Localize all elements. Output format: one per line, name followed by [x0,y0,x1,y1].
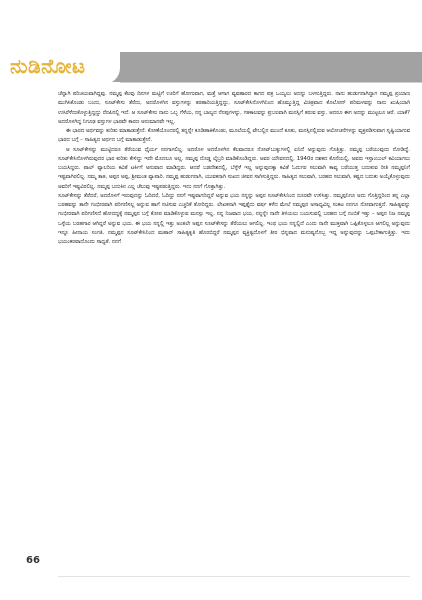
footer-rule [58,576,410,577]
paragraph: ಸೂಟ್‌ಕೇಸನ್ನು ತೆರೆದರೆ, ಅದರೊಳಗೆ ಇರುವುದನ್ನು ಓದಿದರೆ, ಓದಿದ್ದು ನನಗೆ ಇಷ್ಟವಾಗದಿದ್ದರೆ ಅನ್ನುವ ಭಯ ನನ್ನನ್ನು ಅಪ್ಪನ ಸೂಟ್‌ಕೇಸಿನಿಂದ ದೂರವೇ ಉಳಿಸಿತ್ತು. ನಮ್ಮಪ್ಪನಿಗೂ ಅದು ಗೊತ್ತಿದ್ದರಿಂದ ತನ್ನ ಎಲ್ಲಾ ಬರಹವನ್ನು ತಾನೇ ಗಂಭೀರವಾಗಿ ಪರಿಗಣಿಸಲ್ಲ ಅನ್ನುವ ಹಾಗೆ ನಟಿಸುವ ಎಚ್ಚರಿಕೆ ತೋರಿದ್ದರು. ಲೇಖಕನಾಗಿ ಇಪ್ಪತ್ತೈದು ವರ್ಷ ಕಳೆದ ಮೇಲೆ ನಮ್ಮಪ್ಪನ ಅಸಾಧ್ಯವಿಲ್ಲ ಸಂಕಟ ನನಗೂ ನೋವಾಗುತ್ತದೆ. ಸಾಹಿತ್ಯವನ್ನು ಗಂಭೀರವಾಗಿ ಪರಿಗಣಿಸದೆ ಹೋದದ್ದಕ್ಕೆ ನಮ್ಮಪ್ಪನ ಬಗ್ಗೆ ಕೋಪ ಮಾಡಿಕೊಳ್ಳುವ ಮನಸ್ಸು ಇಲ್ಲ. ನನ್ನ ನಿಜವಾದ ಭಯ, ನನ್ನನ್ನೇ ನಾನೇ ತಿಳಿಯಲು ಬಯಸುವಲ್ಲಿ ಬರಹದ ಬಗ್ಗೆ ನಂಬಿಕೆ ಇತ್ತು – ಅಪ್ಪನ ನಿಜ ನಮ್ಮಪ್ಪ ಒಳ್ಳೆಯ ಬರಹಗಾರ ಆಗಿದ್ದರೆ ಅನ್ನುವ ಭಯ. ಈ ಭಯ ನನ್ನಲ್ಲಿ ಇತ್ತು ಅಂತಲೇ ಅಪ್ಪನ ಸೂಟ್‌ಕೇಸನ್ನು ತೆರೆಯಲು ಆಗಲಿಲ್ಲ. ಇಂಥ ಭಯ ನನ್ನಲ್ಲಿದೆ ಎಂದು ನಾನೇ ಮುಕ್ತವಾಗಿ ಒಪ್ಪಿಕೊಳ್ಳಲೂ ಆಗಲಿಲ್ಲ ಅನ್ನುವುದು ಇನ್ನೂ ಹೀನಾಯ ಸಂಗತಿ. ನಮ್ಮಪ್ಪನ ಸೂಟ್‌ಕೇಸಿನಿಂದ ಮಹಾನ್ ಸಾಹಿತ್ಯಕೃತಿ ಹೊರಬಿದ್ದರೆ ನಮ್ಮಪ್ಪನ ವ್ಯಕ್ತಿತ್ವದೊಳಗೆ ತೀರ ಭಿನ್ನವಾದ ಮನುಷ್ಯನೊಬ್ಬ ಇದ್ದ ಅನ್ನುವುದನ್ನು ಒಪ್ಪಬೇಕಾಗುತ್ತಿತ್ತು. ಇದು ಭಯಂಕರವಾದೊಂದು ಸಾಧ್ಯತೆ. ನನಗೆ [58,192,410,245]
page-header [0,0,422,86]
paragraph: ಚೆನ್ನಾಗಿ ಪರಿಚಯವಾಗಿದ್ದವು. ನಮ್ಮಪ್ಪ ಕೆಲವು ದಿನಗಳ ಮಟ್ಟಿಗೆ ಊರಿಗೆ ಹೋಗುವಾಗ, ಮತ್ತೆ ಆಗಾಗ ವ್ಯವಹಾರದ ಕಾಗದ ಪತ್ರ ಒಯ್ಯಲು ಅದನ್ನು ಬಳಸುತ್ತಿದ್ದರು. ನಾನು ಹುಡುಗನಾಗಿದ್ದಾಗ ನಮ್ಮಪ್ಪ ಪ್ರಯಾಣ ಮುಗಿಸಿಕೊಂಡು ಬಂದು, ಸೂಟ್‌ಕೇಸು ತೆರೆದು, ಅದರೊಳಗಿನ ವಸ್ತುಗಳನ್ನು ತರಹಾರಿಯತ್ತಿದ್ದದ್ದು, ಸೂಟ್‌ಕೇಸಿನೊಳಗಿನಿಂದ ಹೊಮ್ಮುತ್ತಿದ್ದ ವಿಚಿತ್ರವಾದ ಕೊಲೋನ್ ಪರಿಮಳವನ್ನು ನಾನು ಖುಷಿಯಾಗಿ ಉಸಿರೆಳೆದುಕೊಳ್ಳುತ್ತಿದ್ದದ್ದು ನೆನಪಿನಲ್ಲಿ ಇದೆ. ಆ ಸೂಟ್‌ಕೇಸು ನಾನು ಒಬ್ಬ ಗೆಳೆಯ, ನನ್ನ ಬಾಲ್ಯದ ನೆನಪುಗಳನ್ನು, ಗತಕಾಲವನ್ನು ಪ್ರಬಲವಾಗಿ ಮನಸ್ಸಿಗೆ ತರುವ ವಸ್ತು. ಆದರೂ ಈಗ ಅದನ್ನು ಮುಟ್ಟಲೂ ಆರೆ. ಯಾಕೆ? ಅದರೊಳಗಿದ್ದ ನಿಗೂಢ ವಸ್ತುಗಳ ಭಾರವೇ ಕಾರಣ ಅನುಮಾನವೇ ಇಲ್ಲ. [58,91,410,125]
paragraph: ಈ ಭಾರದ ಅರ್ಥವನ್ನು ಕುರಿತು ಮಾತಾಡುತ್ತೇನೆ. ಕೋಣೆಯೊಂದರಲ್ಲಿ ತನ್ನನ್ನೇ ಕೂಡಿಹಾಕಿಕೊಂಡು, ಮೂಲೆಯಲ್ಲಿ ಟೇಬಲ್ಲಿನ ಮುಂದೆ ಕೂತು, ಮನಸ್ಸಿನಲ್ಲಿರುವ ಆಲೋಚನೆಗಳನ್ನು ವ್ಯಕ್ತಪಡಿಸುವಾಗ ಸೃಷ್ಟಿಯಾಗುವ ಭಾರದ ಬಗ್ಗೆ – ಸಾಹಿತ್ಯದ ಅರ್ಥದ ಬಗ್ಗೆ ಮಾತಾಡುತ್ತೇನೆ. [58,128,411,144]
paragraph: ಆ ಸೂಟ್‌ಕೇಸನ್ನು ಮುಟ್ಟಿದರೂ ತೆರೆಯುವ ಧೈರ್ಯ ನನಗಾಗಲಿಲ್ಲ. ಅದರೊಳ ಅದರೊಳಗಿನ ಕೆಲವಾದರೂ ನೋಟ್‌ಬುಕ್ಕುಗಳಲ್ಲಿ ಏನಿದೆ ಅನ್ನುವುದು ಗೊತ್ತಿತ್ತು. ನಮ್ಮಪ್ಪ ಬರೆಯುವುದು ನೋಡಿದ್ದೆ. ಸೂಟ್‌ಕೇಸಿನೊಳಗಿರುವುದರ ಭಾರ ಕುರಿತು ಕೇಳಿದ್ದು ಇದೇ ಮೊದಲೂ ಅಲ್ಲ. ನಮ್ಮಪ್ಪ ದೊಡ್ಡ ಲೈಬ್ರರಿ ಮಾಡಿಕೊಂಡಿದ್ದರು. ಅವರ ಯೌವನದಲ್ಲಿ, 1940ರ ದಶಕದ ಕೊನೆಯಲ್ಲಿ, ಅವರು ಇಸ್ತಾಂಬುಲ್ ಕವಿಯಾಗಲು ಬಯಸಿದ್ದರು. ಪಾಲ್ ವ್ಯಾಲರಿಯ ಕವಿತೆ ಟರ್ಕಿಗೆ ಅನುವಾದ ಮಾಡಿದ್ದರು. ಆದರೆ ಬಡದೇಶದಲ್ಲಿ, ಬೆಳ್ಳೆಳೆ ಇಲ್ಲ ಅನ್ನುವುದಕ್ಕಾ ಕವಿತೆ ಓದುಗರ ಸಲುವಾಗಿ ಕಾವ್ಯ ಬರೆಯುತ್ತ ಬದುಕುವ ರೀತಿ ನಮ್ಮಪ್ಪನಿಗೆ ಇಷ್ಟವಾಗಿರಲಿಲ್ಲ. ನಮ್ಮ ತಾತ, ಅಪ್ಪನ ಅಪ್ಪ, ಶ್ರೀಮಂತ ವ್ಯಾಪಾರಿ. ನಮ್ಮಪ್ಪ ಹುಡುಗನಾಗಿ, ಯುವಕನಾಗಿ ಸುಖದ ಜೀವನ ಸಾಗಿಸುತ್ತಿದ್ದರು. ಸಾಹಿತ್ಯದ ಸಲುವಾಗಿ, ಬರಹದ ಸಲುವಾಗಿ, ಕಷ್ಟದ ಬದುಕು ಅಯ್ಕೆಕೊಳ್ಳುವುದು ಅವರಿಗೆ ಇಷ್ಟವಿರಲಿಲ್ಲ. ನಮ್ಮಪ್ಪ ಬದುಕಿನ ಎಲ್ಲ ಚೆಲುವು ಇಷ್ಟಪಡುತ್ತಿದ್ದರು. ಇದು ನನಗೆ ಗೊತ್ತಾಗಿತ್ತು. [58,146,410,190]
section-title: ನುಡಿನೋಟ [10,54,86,78]
page-number: 66 [26,555,40,566]
header-rule [120,82,422,83]
article-body [58,90,410,247]
